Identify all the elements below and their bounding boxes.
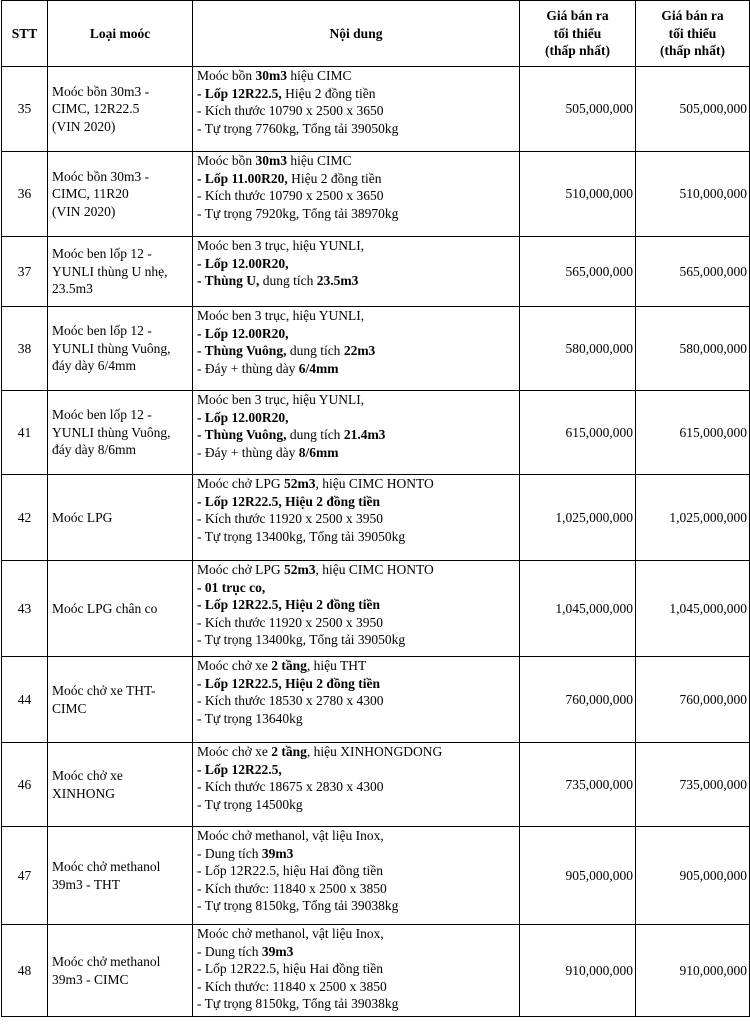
row-stt: 38 — [2, 307, 48, 391]
row-type: Moóc LPG chân co — [48, 561, 193, 657]
row-price-2: 905,000,000 — [636, 827, 750, 925]
content-line — [197, 510, 517, 528]
content-line — [197, 710, 517, 728]
text: Moóc chở methanol, vật liệu Inox, — [197, 828, 384, 843]
row-content — [193, 561, 520, 657]
text: , hiệu THT — [306, 658, 367, 673]
text: - Tự trọng 13640kg — [197, 710, 303, 726]
text: , hiệu XINHONGDONG — [306, 744, 443, 759]
table-row — [2, 237, 750, 307]
row-stt: 47 — [2, 827, 48, 925]
content-line — [197, 960, 517, 978]
bold-text: 8/6mm — [298, 444, 339, 460]
row-content — [193, 67, 520, 152]
text: Moóc chở methanol, vật liệu Inox, — [197, 926, 384, 941]
row-content — [193, 307, 520, 391]
bold-text: - Thùng U, — [197, 273, 260, 288]
content-line — [197, 170, 517, 188]
row-content — [193, 391, 520, 475]
row-content — [193, 475, 520, 561]
table-row — [2, 925, 750, 1017]
text: Moóc chở LPG — [197, 476, 285, 491]
content-line — [197, 307, 517, 325]
text: - Kích thước 10790 x 2500 x 3650 — [197, 188, 384, 203]
bold-text: - Lốp 12R22.5, — [197, 85, 282, 101]
content-line — [197, 342, 517, 360]
row-type: Moóc bồn 30m3 - CIMC, 12R22.5 (VIN 2020) — [48, 67, 193, 152]
row-stt: 37 — [2, 237, 48, 307]
bold-text: 6/4mm — [298, 360, 339, 376]
content-line — [197, 692, 517, 710]
header-price-1: Giá bán ra tối thiểu (thấp nhất) — [520, 1, 636, 67]
row-price-2: 565,000,000 — [636, 237, 750, 307]
text: - Kích thước 11920 x 2500 x 3950 — [197, 511, 384, 526]
row-price-2: 580,000,000 — [636, 307, 750, 391]
content-line — [197, 391, 517, 409]
text: Hiệu 2 đồng tiền — [281, 85, 376, 101]
content-line — [197, 995, 517, 1013]
row-content — [193, 925, 520, 1017]
content-line — [197, 255, 517, 273]
content-line — [197, 237, 517, 255]
text: Moóc chở xe — [197, 744, 272, 759]
content-line — [197, 761, 517, 779]
content-line — [197, 614, 517, 632]
text: - Đáy + thùng dày — [197, 360, 299, 376]
bold-text: - Lốp 11.00R20, — [197, 170, 288, 186]
bold-text: - Lốp 12R22.5, Hiệu 2 đồng tiền — [197, 597, 381, 612]
row-stt: 41 — [2, 391, 48, 475]
row-price-1: 1,045,000,000 — [520, 561, 636, 657]
row-price-1: 565,000,000 — [520, 237, 636, 307]
text: - Dung tích — [197, 943, 262, 959]
bold-text: - Lốp 12R22.5, — [197, 761, 282, 777]
bold-text: 39m3 — [261, 943, 294, 959]
content-line — [197, 880, 517, 898]
text: - Lốp 12R22.5, hiệu Hai đồng tiền — [197, 961, 383, 976]
text: Moóc chở LPG — [197, 562, 285, 577]
content-line — [197, 205, 517, 223]
text: - Kích thước 18530 x 2780 x 4300 — [197, 693, 384, 708]
text: - Dung tích — [197, 845, 262, 861]
text: Moóc ben 3 trục, hiệu YUNLI, — [197, 238, 365, 253]
row-type: Moóc ben lốp 12 - YUNLI thùng U nhẹ, 23.5m3 — [48, 237, 193, 307]
table-body — [2, 67, 750, 1017]
content-line — [197, 596, 517, 614]
text: Moóc ben 3 trục, hiệu YUNLI, — [197, 392, 365, 407]
row-type: Moóc LPG — [48, 475, 193, 561]
row-type: Moóc chở xe XINHONG — [48, 743, 193, 827]
row-content — [193, 152, 520, 237]
text: - Tự trọng 14500kg — [197, 796, 303, 812]
row-stt: 42 — [2, 475, 48, 561]
content-line — [197, 102, 517, 120]
content-line — [197, 409, 517, 427]
row-price-1: 1,025,000,000 — [520, 475, 636, 561]
table-row — [2, 743, 750, 827]
bold-text: 39m3 — [261, 845, 294, 861]
row-type: Moóc chở methanol 39m3 - THT — [48, 827, 193, 925]
table-row — [2, 561, 750, 657]
bold-text: - Thùng Vuông, — [197, 343, 287, 358]
content-line — [197, 743, 517, 761]
bold-text: 52m3 — [284, 562, 316, 577]
bold-text: 2 tầng — [271, 744, 307, 759]
row-price-2: 1,045,000,000 — [636, 561, 750, 657]
bold-text: - Lốp 12.00R20, — [197, 325, 289, 341]
text: hiệu CIMC — [287, 153, 352, 168]
bold-text: 52m3 — [284, 476, 316, 491]
content-line — [197, 675, 517, 693]
content-line — [197, 152, 517, 170]
row-stt: 43 — [2, 561, 48, 657]
row-type: Moóc chở xe THT- CIMC — [48, 657, 193, 743]
text: , hiệu CIMC HONTO — [315, 476, 434, 491]
text: - Tự trọng 8150kg, Tổng tải 39038kg — [197, 898, 399, 913]
content-line — [197, 360, 517, 378]
row-price-1: 760,000,000 — [520, 657, 636, 743]
text: hiệu CIMC — [287, 68, 352, 83]
bold-text: 30m3 — [255, 153, 287, 168]
row-content — [193, 237, 520, 307]
text: - Kích thước 11920 x 2500 x 3950 — [197, 614, 384, 630]
content-line — [197, 187, 517, 205]
table-row — [2, 307, 750, 391]
text: dung tích — [286, 427, 344, 442]
content-line — [197, 426, 517, 444]
row-price-2: 510,000,000 — [636, 152, 750, 237]
header-row — [2, 1, 750, 67]
content-line — [197, 579, 517, 597]
content-line — [197, 845, 517, 863]
bold-text: - Thùng Vuông, — [197, 427, 287, 442]
content-line — [197, 85, 517, 103]
content-line — [197, 67, 517, 85]
text: - Kích thước: 11840 x 2500 x 3850 — [197, 880, 387, 896]
row-stt: 46 — [2, 743, 48, 827]
table-row — [2, 657, 750, 743]
row-price-1: 910,000,000 — [520, 925, 636, 1017]
row-price-1: 735,000,000 — [520, 743, 636, 827]
content-line — [197, 272, 517, 290]
row-type: Moóc ben lốp 12 - YUNLI thùng Vuông, đáy dày 8/6mm — [48, 391, 193, 475]
header-stt: STT — [2, 1, 48, 67]
content-line — [197, 943, 517, 961]
text: - Kích thước 10790 x 2500 x 3650 — [197, 103, 384, 118]
text: Moóc bồn — [197, 153, 256, 168]
bold-text: 2 tầng — [271, 658, 307, 673]
row-price-1: 580,000,000 — [520, 307, 636, 391]
content-line — [197, 778, 517, 796]
content-line — [197, 561, 517, 579]
bold-text: 21.4m3 — [343, 427, 386, 442]
table-row — [2, 391, 750, 475]
bold-text: - Lốp 12R22.5, Hiệu 2 đồng tiền — [197, 675, 381, 691]
text: , hiệu CIMC HONTO — [315, 562, 434, 577]
content-line — [197, 657, 517, 675]
row-price-2: 615,000,000 — [636, 391, 750, 475]
text: - Tự trọng 8150kg, Tổng tải 39038kg — [197, 996, 399, 1011]
text: - Kích thước 18675 x 2830 x 4300 — [197, 779, 384, 794]
bold-text: - 01 trục co, — [197, 579, 266, 595]
table-row — [2, 67, 750, 152]
text: - Tự trọng 7920kg, Tổng tải 38970kg — [197, 205, 399, 221]
bold-text: 22m3 — [343, 343, 376, 358]
content-line — [197, 475, 517, 493]
row-price-1: 510,000,000 — [520, 152, 636, 237]
text: - Tự trọng 13400kg, Tổng tải 39050kg — [197, 632, 406, 647]
row-content — [193, 827, 520, 925]
row-content — [193, 743, 520, 827]
content-line — [197, 325, 517, 343]
text: - Lốp 12R22.5, hiệu Hai đồng tiền — [197, 863, 383, 878]
content-line — [197, 897, 517, 915]
header-price-2: Giá bán ra tối thiểu (thấp nhất) — [636, 1, 750, 67]
bold-text: - Lốp 12.00R20, — [197, 255, 289, 271]
row-type: Moóc ben lốp 12 - YUNLI thùng Vuông, đáy dày 6/4mm — [48, 307, 193, 391]
content-line — [197, 120, 517, 138]
row-price-2: 910,000,000 — [636, 925, 750, 1017]
row-content — [193, 657, 520, 743]
text: Hiệu 2 đồng tiền — [287, 170, 382, 186]
row-price-2: 505,000,000 — [636, 67, 750, 152]
row-stt: 44 — [2, 657, 48, 743]
bold-text: - Lốp 12R22.5, Hiệu 2 đồng tiền — [197, 493, 381, 509]
text: - Tự trọng 13400kg, Tổng tải 39050kg — [197, 528, 406, 544]
text: Moóc chở xe — [197, 658, 272, 673]
row-price-1: 505,000,000 — [520, 67, 636, 152]
text: dung tích — [286, 343, 344, 358]
content-line — [197, 978, 517, 996]
price-table — [1, 0, 750, 1017]
bold-text: 23.5m3 — [316, 273, 359, 288]
text: - Tự trọng 7760kg, Tổng tải 39050kg — [197, 120, 399, 136]
row-stt: 36 — [2, 152, 48, 237]
bold-text: - Lốp 12.00R20, — [197, 409, 289, 425]
row-stt: 35 — [2, 67, 48, 152]
text: - Kích thước: 11840 x 2500 x 3850 — [197, 978, 387, 994]
table-row — [2, 475, 750, 561]
row-price-2: 760,000,000 — [636, 657, 750, 743]
content-line — [197, 925, 517, 943]
content-line — [197, 827, 517, 845]
bold-text: 30m3 — [255, 68, 287, 83]
content-line — [197, 528, 517, 546]
row-price-1: 905,000,000 — [520, 827, 636, 925]
content-line — [197, 493, 517, 511]
table-row — [2, 152, 750, 237]
text: Moóc bồn — [197, 68, 256, 83]
content-line — [197, 444, 517, 462]
text: - Đáy + thùng dày — [197, 444, 299, 460]
content-line — [197, 631, 517, 649]
header-content: Nội dung — [193, 1, 520, 67]
row-type: Moóc chở methanol 39m3 - CIMC — [48, 925, 193, 1017]
row-price-1: 615,000,000 — [520, 391, 636, 475]
text: dung tích — [259, 273, 317, 288]
row-price-2: 1,025,000,000 — [636, 475, 750, 561]
header-type: Loại moóc — [48, 1, 193, 67]
row-type: Moóc bồn 30m3 - CIMC, 11R20 (VIN 2020) — [48, 152, 193, 237]
content-line — [197, 796, 517, 814]
text: Moóc ben 3 trục, hiệu YUNLI, — [197, 308, 365, 323]
row-price-2: 735,000,000 — [636, 743, 750, 827]
content-line — [197, 862, 517, 880]
table-row — [2, 827, 750, 925]
row-stt: 48 — [2, 925, 48, 1017]
